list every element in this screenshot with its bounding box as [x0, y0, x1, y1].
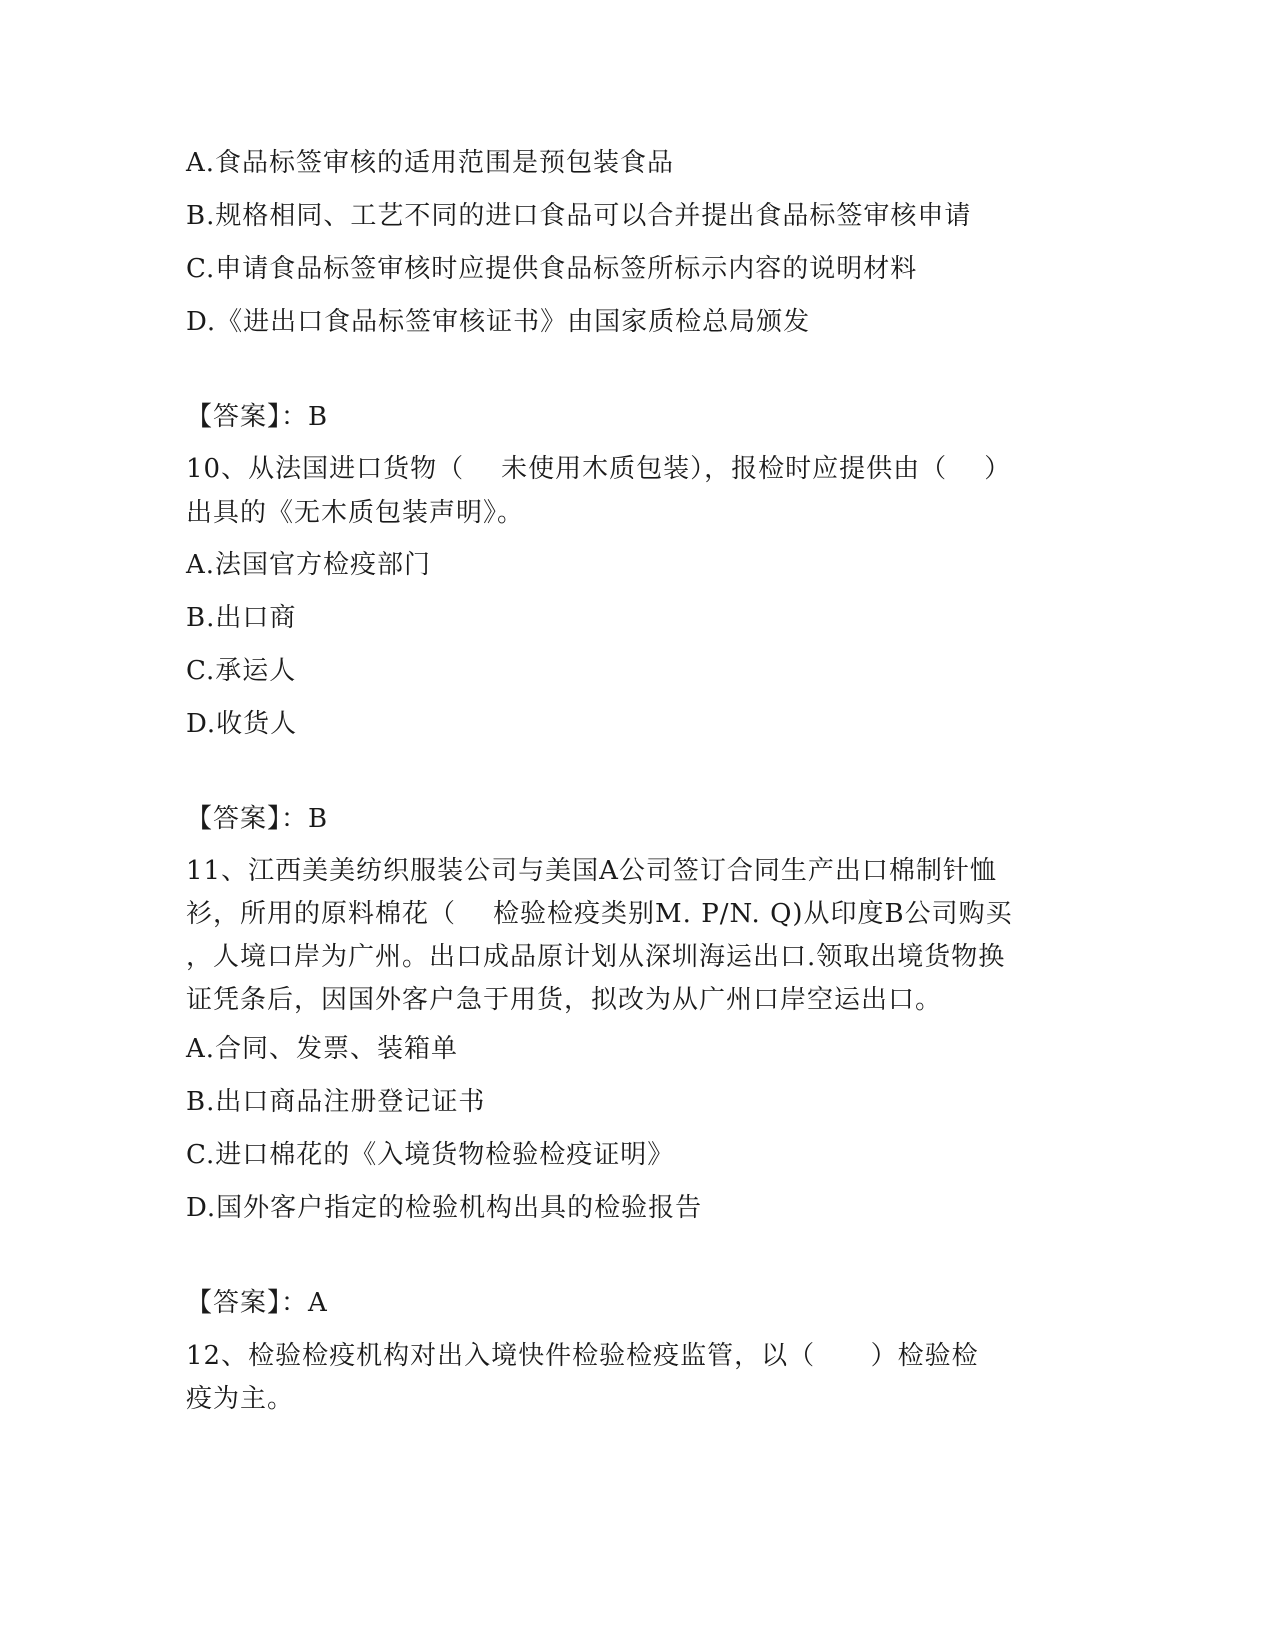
- q11-option-c: C.进口棉花的《入境货物检验检疫证明》: [186, 1140, 675, 1170]
- q10-option-b: B.出口商: [186, 603, 297, 633]
- q10-stem-line-2: 出具的《无木质包装声明》。: [186, 498, 525, 528]
- q10-option-c: C.承运人: [186, 656, 297, 686]
- q11-stem-line-4: 证凭条后，因国外客户急于用货，拟改为从广州口岸空运出口。: [186, 985, 943, 1015]
- q9-option-b: B.规格相同、工艺不同的进口食品可以合并提出食品标签审核申请: [186, 201, 972, 231]
- q10-option-d: D.收货人: [186, 709, 298, 739]
- q12-stem-line-2: 疫为主。: [186, 1384, 295, 1414]
- q10-option-a: A.法国官方检疫部门: [186, 550, 432, 580]
- q11-option-d: D.国外客户指定的检验机构出具的检验报告: [186, 1193, 703, 1223]
- q11-option-a: A.合同、发票、装箱单: [186, 1034, 459, 1064]
- q9-option-c: C.申请食品标签审核时应提供食品标签所标示内容的说明材料: [186, 254, 918, 284]
- q9-answer: 【答案】：B: [186, 402, 329, 432]
- q11-answer: 【答案】：A: [186, 1288, 328, 1318]
- q10-stem-line-1: 10、从法国进口货物（ 未使用木质包装），报检时应提供由（ ）: [186, 454, 1012, 484]
- q12-stem-line-1: 12、检验检疫机构对出入境快件检验检疫监管，以（ ）检验检: [186, 1341, 979, 1371]
- q11-stem-line-2: 衫，所用的原料棉花（ 检验检疫类别M. P/N. Q)从印度B公司购买: [186, 899, 1013, 929]
- q10-answer: 【答案】：B: [186, 804, 329, 834]
- q11-stem-line-3: ，人境口岸为广州。出口成品原计划从深圳海运出口.领取出境货物换: [186, 942, 1006, 972]
- q9-option-d: D.《进出口食品标签审核证书》由国家质检总局颁发: [186, 307, 811, 337]
- q9-option-a: A.食品标签审核的适用范围是预包装食品: [186, 148, 675, 178]
- q11-option-b: B.出口商品注册登记证书: [186, 1087, 486, 1117]
- q11-stem-line-1: 11、江西美美纺织服装公司与美国A公司签订合同生产出口棉制针恤: [186, 856, 997, 886]
